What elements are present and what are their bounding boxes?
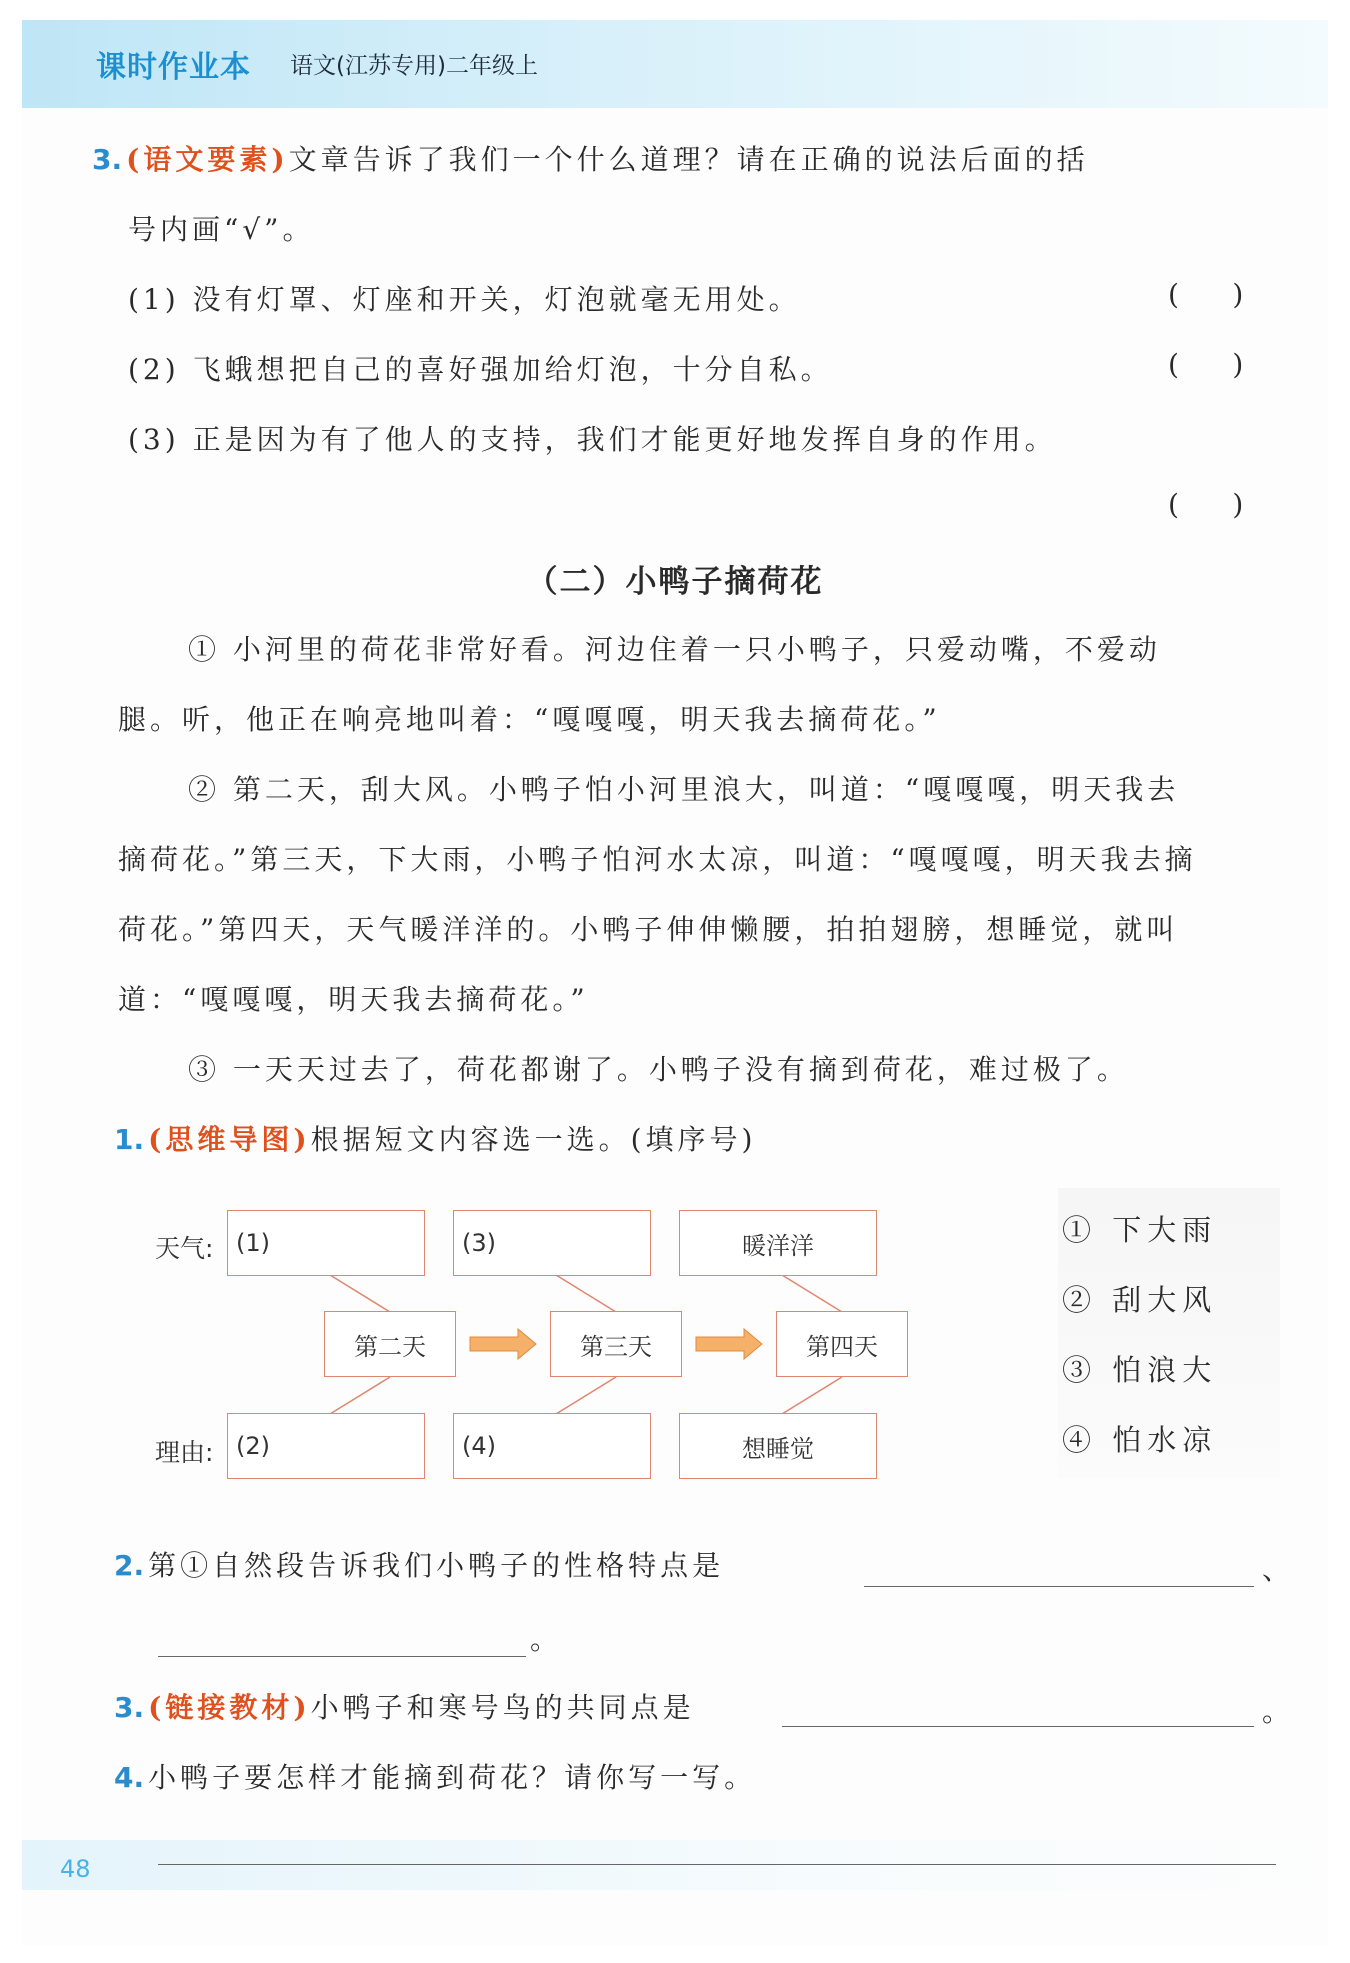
choice-3: ③ 怕浪大	[1062, 1353, 1218, 1387]
connector-line	[556, 1377, 616, 1414]
question-text: 文章告诉了我们一个什么道理？请在正确的说法后面的括	[288, 143, 1089, 176]
box-label: 暖洋洋	[742, 1231, 814, 1260]
q2-line	[114, 1544, 724, 1584]
choice-1: ① 下大雨	[1062, 1213, 1218, 1247]
passage-p2-line4: 道：“嘎嘎嘎，明天我去摘荷花。”	[118, 983, 589, 1016]
q2-answer-blank-2[interactable]	[158, 1656, 526, 1657]
question-number: 4.	[114, 1761, 145, 1794]
question-number: 2.	[114, 1549, 145, 1582]
question-number: 3.	[92, 143, 123, 176]
day-box-4	[776, 1311, 908, 1377]
question-number: 1.	[114, 1123, 145, 1156]
connector-line	[330, 1377, 390, 1414]
q3-top-line2: 号内画“√”。	[128, 213, 315, 246]
box-label: 第三天	[580, 1332, 652, 1361]
q2-end: 。	[530, 1623, 563, 1656]
reason-box-3	[679, 1413, 877, 1479]
passage-p2-line2: 摘荷花。”第三天，下大雨，小鸭子怕河水太凉，叫道：“嘎嘎嘎，明天我去摘	[118, 843, 1197, 876]
box-label: 第四天	[806, 1332, 878, 1361]
box-label: (1)	[236, 1229, 270, 1257]
q4-line	[114, 1756, 756, 1796]
weather-box-3	[679, 1210, 877, 1276]
question-number: 3.	[114, 1691, 145, 1724]
weather-box-1[interactable]	[227, 1210, 425, 1276]
question-text: 小鸭子和寒号鸟的共同点是	[310, 1691, 695, 1724]
box-label: 想睡觉	[742, 1434, 814, 1463]
q3-top-option-3: (3) 正是因为有了他人的支持，我们才能更好地发挥自身的作用。	[128, 423, 1057, 456]
question-text: 第①自然段告诉我们小鸭子的性格特点是	[148, 1549, 725, 1582]
box-label: (2)	[236, 1432, 270, 1460]
q2-answer-blank-1[interactable]	[864, 1586, 1254, 1587]
weather-box-2[interactable]	[453, 1210, 651, 1276]
weather-label: 天气:	[155, 1234, 214, 1263]
reason-box-1[interactable]	[227, 1413, 425, 1479]
choice-2: ② 刮大风	[1062, 1283, 1218, 1317]
q3-top-option-2: (2) 飞蛾想把自己的喜好强加给灯泡，十分自私。	[128, 353, 833, 386]
passage-p2-line3: 荷花。”第四天，天气暖洋洋的。小鸭子伸伸懒腰，拍拍翅膀，想睡觉，就叫	[118, 913, 1179, 946]
choice-4: ④ 怕水凉	[1062, 1423, 1218, 1457]
answer-paren-2[interactable]: ( )	[1168, 348, 1244, 381]
question-tag: (语文要素)	[126, 143, 289, 176]
q4-answer-blank[interactable]	[158, 1864, 1276, 1865]
arrow-right-icon	[696, 1329, 762, 1359]
question-tag: (链接教材)	[148, 1691, 311, 1724]
section-title: （二）小鸭子摘荷花	[526, 564, 824, 600]
answer-paren-3[interactable]: ( )	[1168, 488, 1244, 521]
book-title: 课时作业本	[96, 50, 251, 85]
q2-separator: 、	[1262, 1553, 1295, 1586]
passage-p1-line1: ① 小河里的荷花非常好看。河边住着一只小鸭子，只爱动嘴，不爱动	[188, 633, 1161, 666]
book-subtitle: 语文(江苏专用)二年级上	[290, 53, 538, 79]
q3-line	[114, 1686, 695, 1726]
box-label: 第二天	[354, 1332, 426, 1361]
q3-end: 。	[1262, 1695, 1295, 1728]
connector-line	[782, 1275, 842, 1312]
connector-line	[782, 1377, 842, 1414]
question-tag: (思维导图)	[148, 1123, 311, 1156]
connector-line	[330, 1275, 390, 1312]
box-label: (4)	[462, 1432, 496, 1460]
connector-line	[556, 1275, 616, 1312]
reason-label: 理由:	[155, 1438, 214, 1467]
box-label: (3)	[462, 1229, 496, 1257]
question-text: 根据短文内容选一选。(填序号)	[310, 1123, 757, 1156]
day-box-3	[550, 1311, 682, 1377]
passage-p3-line1: ③ 一天天过去了，荷花都谢了。小鸭子没有摘到荷花，难过极了。	[188, 1053, 1129, 1086]
q3-top-option-1: (1) 没有灯罩、灯座和开关，灯泡就毫无用处。	[128, 283, 801, 316]
passage-p1-line2: 腿。听，他正在响亮地叫着：“嘎嘎嘎，明天我去摘荷花。”	[118, 703, 941, 736]
page-number: 48	[60, 1855, 91, 1883]
q3-answer-blank[interactable]	[782, 1726, 1254, 1727]
question-text: 小鸭子要怎样才能摘到荷花？请你写一写。	[148, 1761, 757, 1794]
reason-box-2[interactable]	[453, 1413, 651, 1479]
passage-p2-line1: ② 第二天，刮大风。小鸭子怕小河里浪大，叫道：“嘎嘎嘎，明天我去	[188, 773, 1180, 806]
day-box-2	[324, 1311, 456, 1377]
arrow-right-icon	[470, 1329, 536, 1359]
answer-paren-1[interactable]: ( )	[1168, 278, 1244, 311]
